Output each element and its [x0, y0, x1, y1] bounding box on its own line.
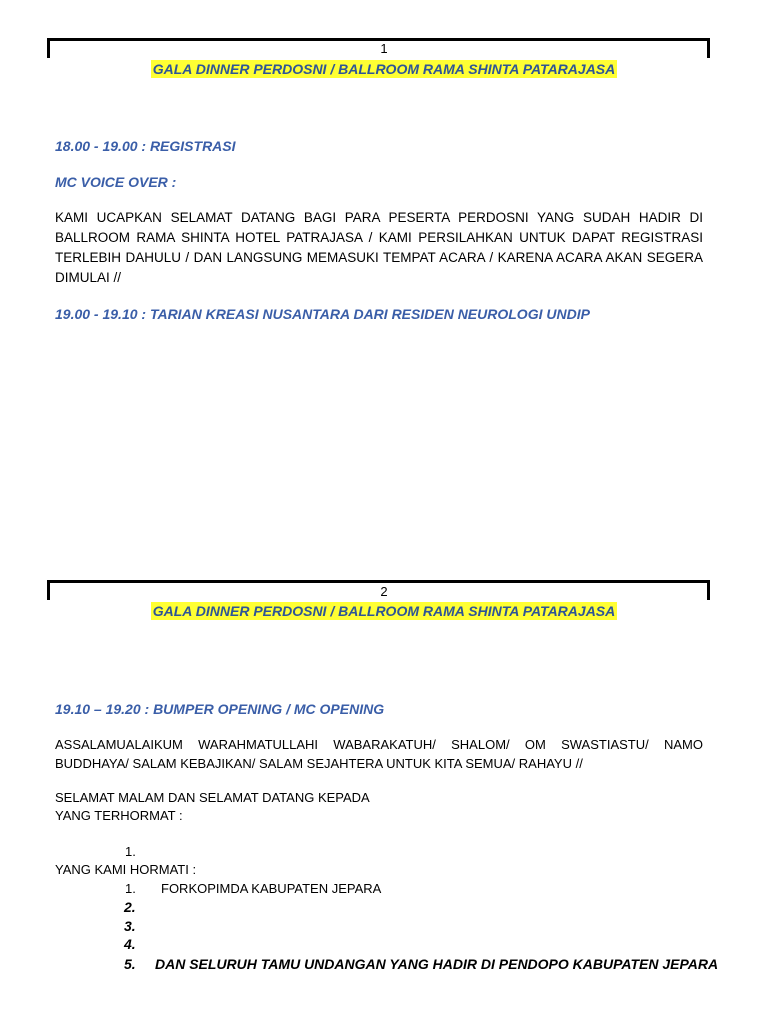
hormati-item-5-text: DAN SELURUH TAMU UNDANGAN YANG HADIR DI PENDOPO KABUPATEN JEPARA: [155, 956, 719, 972]
tarian-heading: 19.00 - 19.10 : TARIAN KREASI NUSANTARA DARI RESIDEN NEUROLOGI UNDIP: [55, 306, 590, 322]
page-2-number: 2: [380, 584, 388, 599]
hormati-item-5-number: 5.: [124, 956, 136, 972]
terhormat-item-number: 1.: [125, 844, 136, 859]
hormati-item-1-number: 1.: [125, 881, 136, 896]
hormati-item-2-number: 2.: [124, 899, 136, 915]
hormati-item-4-number: 4.: [124, 936, 136, 952]
page-1-banner-wrap: [0, 60, 768, 79]
hormati-item-3-number: 3.: [124, 918, 136, 934]
terhormat-line: YANG TERHORMAT :: [55, 808, 183, 823]
opening-heading: 19.10 – 19.20 : BUMPER OPENING / MC OPENING: [55, 701, 385, 717]
welcome-line: SELAMAT MALAM DAN SELAMAT DATANG KEPADA: [55, 790, 370, 805]
page-2-banner-wrap: [0, 602, 768, 621]
hormati-line: YANG KAMI HORMATI :: [55, 862, 197, 877]
mc-voice-over-text: KAMI UCAPKAN SELAMAT DATANG BAGI PARA PESERTA PERDOSNI YANG SUDAH HADIR DI BALLROOM RAMA SHINTA HOTEL PATRAJASA / KAMI PERSILAHKAN UNTUK DAPAT REGISTRASI TERLEBIH DAHULU / DAN LANGSUNG MEMASUKI TEMPAT ACARA / KARENA ACARA AKAN SEGERA DIMULAI //: [55, 210, 703, 285]
hormati-item-1-text: FORKOPIMDA KABUPATEN JEPARA: [161, 881, 382, 896]
page-2-banner: GALA DINNER PERDOSNI / BALLROOM RAMA SHINTA PATARAJASA: [152, 603, 616, 619]
registrasi-heading: 18.00 - 19.00 : REGISTRASI: [55, 138, 236, 154]
salam-text: ASSALAMUALAIKUM WARAHMATULLAHI WABARAKATUH/ SHALOM/ OM SWASTIASTU/ NAMO BUDDHAYA/ SALAM KEBAJIKAN/ SALAM SEJAHTERA UNTUK KITA SEMUA/ RAHAYU //: [55, 737, 703, 771]
page-1-number: 1: [380, 41, 388, 56]
page-1-banner: GALA DINNER PERDOSNI / BALLROOM RAMA SHINTA PATARAJASA: [152, 61, 616, 77]
mc-voice-over-heading: MC VOICE OVER :: [55, 174, 177, 190]
